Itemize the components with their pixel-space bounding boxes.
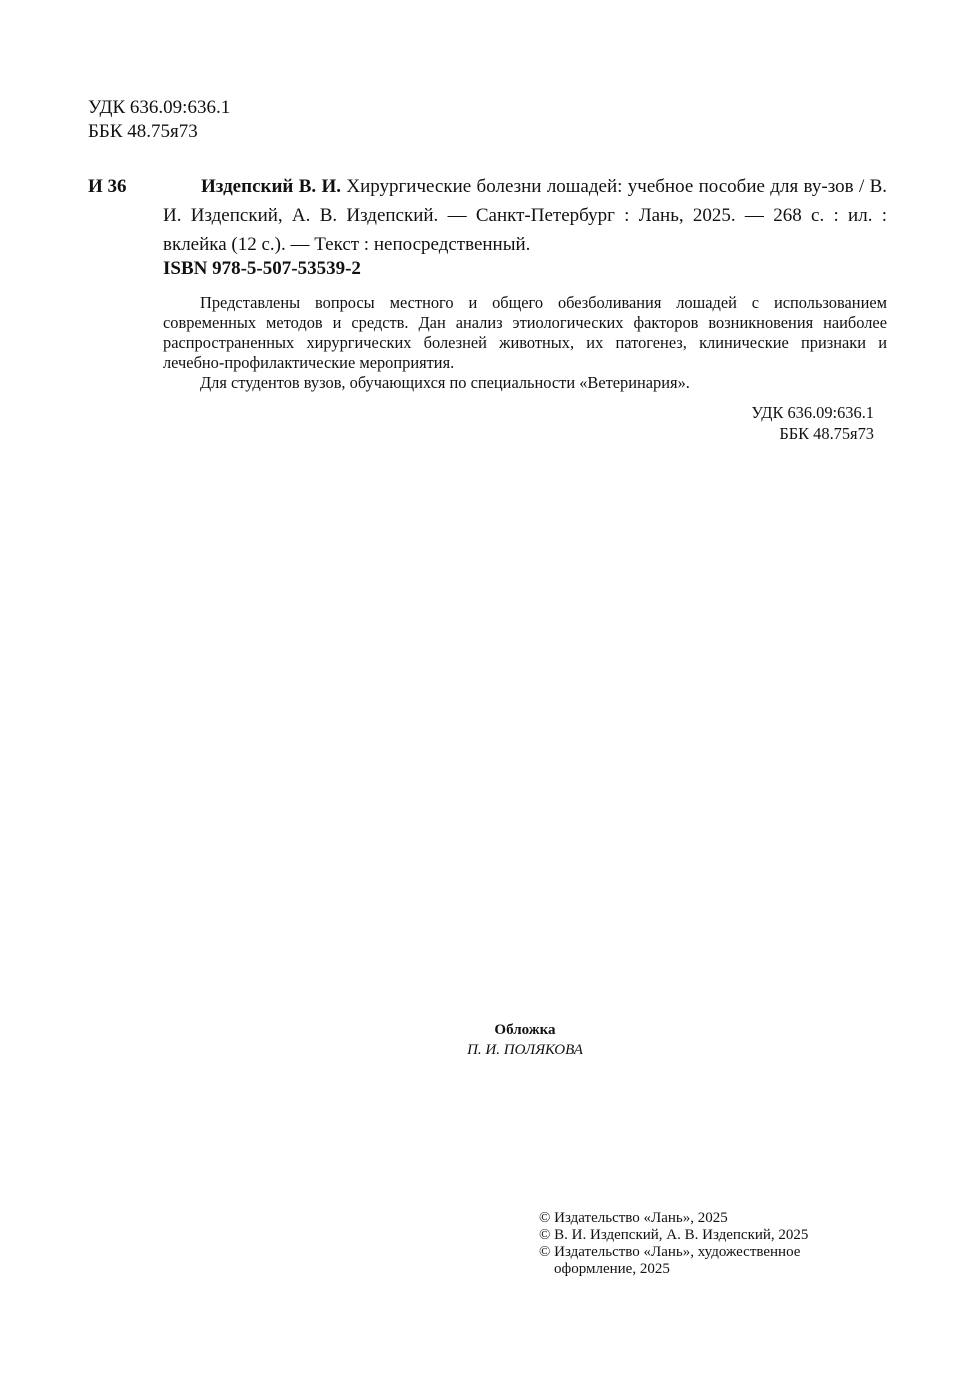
copyright-line: © Издательство «Лань», художественное — [539, 1244, 801, 1260]
bibliographic-description — [163, 172, 887, 259]
copyright-block — [539, 1210, 859, 1278]
copyright-line: оформление, 2025 — [554, 1261, 670, 1277]
copyright-line: © В. И. Издепский, А. В. Издепский, 2025 — [539, 1227, 809, 1243]
cover-title: Обложка — [494, 1022, 556, 1038]
author-name: Издепский В. И. — [201, 176, 342, 197]
udk-code-right: УДК 636.09:636.1 — [751, 403, 874, 422]
bbk-code-right: ББК 48.75я73 — [779, 424, 874, 443]
classification-block-right — [600, 402, 874, 444]
audience-paragraph: Для студентов вузов, обучающихся по специальности «Ветеринария». — [200, 373, 690, 392]
description-line-1: Хирургические болезни лошадей: учебное пособие для ву- — [346, 176, 828, 197]
cover-designer: П. И. ПОЛЯКОВА — [467, 1042, 583, 1058]
author-sign: И 36 — [88, 176, 127, 197]
isbn: ISBN 978-5-507-53539-2 — [163, 258, 361, 279]
abstract — [163, 293, 887, 393]
description-line-3: 268 с. : ил. : вклейка (12 с.). — Текст : непосредственный. — [163, 205, 888, 255]
abstract-paragraph: Представлены вопросы местного и общего обезболивания лошадей с использованием современных методов и средств. Дан анализ этиологических факторов возникновения наиболее распространенных хирургических болезней животных, их патогенез, клинические признаки и лечебно-профилактические мероприятия. — [163, 293, 887, 372]
description-line-2: зов / В. И. Издепский, А. В. Издепский. — Санкт-Петербург : Лань, 2025. — — [163, 176, 887, 226]
cover-credit — [388, 1020, 662, 1060]
udk-code: УДК 636.09:636.1 — [88, 97, 231, 118]
copyright-line: © Издательство «Лань», 2025 — [539, 1210, 728, 1226]
classification-block — [88, 96, 230, 144]
bbk-code: ББК 48.75я73 — [88, 121, 198, 142]
